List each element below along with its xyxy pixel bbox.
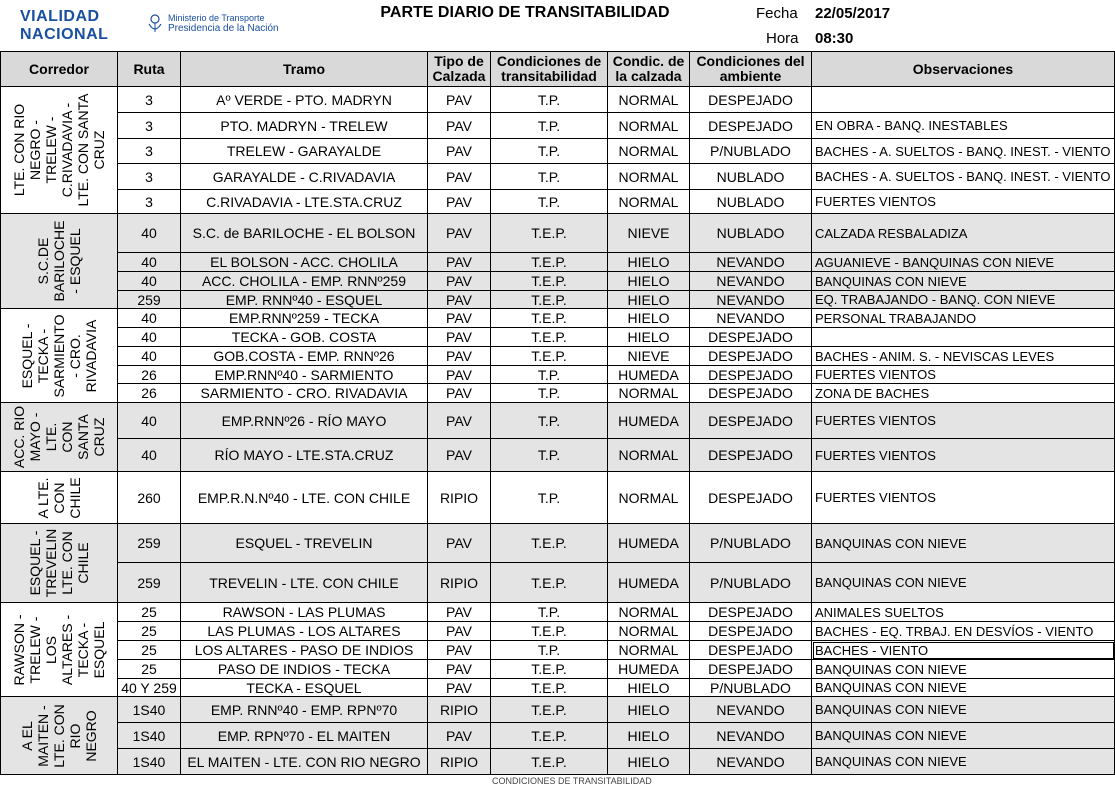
table-body [1,87,1115,775]
observaciones-cell[interactable]: BACHES - EQ. TRBAJ. EN DESVÍOS - VIENTO [812,622,1115,641]
tipo-calzada-cell[interactable]: PAV [428,190,491,214]
condicion-calzada-cell[interactable]: HUMEDA [608,524,690,563]
fecha-label: Fecha [756,5,798,22]
observaciones-cell[interactable]: FUERTES VIENTOS [812,190,1115,214]
col-header-corredor: Corredor [1,52,118,87]
table-row [1,679,1115,697]
condicion-ambiente-cell[interactable]: DESPEJADO [690,328,812,347]
ruta-cell[interactable]: 3 [118,164,181,190]
national-seal-icon [146,12,164,34]
condicion-calzada-cell[interactable]: HUMEDA [608,660,690,679]
table-row [1,87,1115,113]
tipo-calzada-cell[interactable]: PAV [428,87,491,113]
corredor-cell[interactable] [1,603,118,697]
tipo-calzada-cell[interactable]: PAV [428,384,491,403]
corredor-label: ESQUEL - TREVELIN LTE. CON CHILE [26,528,91,598]
ruta-cell[interactable]: 25 [118,641,181,660]
transitabilidad-cell[interactable]: T.P. [491,87,608,113]
vialidad-nacional-logo [20,8,125,44]
observaciones-cell[interactable]: BANQUINAS CON NIEVE [812,697,1115,723]
ruta-cell[interactable]: 259 [118,563,181,603]
tramo-cell[interactable]: EMP. RNNº40 - ESQUEL [181,291,428,309]
transitabilidad-cell[interactable]: T.E.P. [491,309,608,328]
condicion-calzada-cell[interactable]: NORMAL [608,439,690,472]
corredor-cell[interactable] [1,697,118,775]
table-row [1,190,1115,214]
transitabilidad-cell[interactable]: T.P. [491,403,608,439]
transitabilidad-cell[interactable]: T.P. [491,439,608,472]
observaciones-cell[interactable]: ANIMALES SUELTOS [812,603,1115,622]
table-row [1,347,1115,366]
corredor-cell[interactable] [1,309,118,403]
condicion-calzada-cell[interactable]: HIELO [608,697,690,723]
condicion-ambiente-cell[interactable]: P/NUBLADO [690,524,812,563]
condicion-ambiente-cell[interactable]: NUBLADO [690,214,812,253]
col-header-calzada-1: Condic. de [612,53,685,69]
condicion-calzada-cell[interactable]: HIELO [608,723,690,749]
condicion-ambiente-cell[interactable]: DESPEJADO [690,472,812,524]
observaciones-cell[interactable]: EN OBRA - BANQ. INESTABLES [812,113,1115,139]
condicion-calzada-cell[interactable]: NORMAL [608,139,690,164]
corredor-label: ESQUEL - TECKA - SARMIENTO - CRO. RIVADAVIA [18,314,99,397]
tipo-calzada-cell[interactable]: RIPIO [428,697,491,723]
tipo-calzada-cell[interactable]: RIPIO [428,472,491,524]
condicion-ambiente-cell[interactable]: DESPEJADO [690,660,812,679]
transitabilidad-cell[interactable]: T.P. [491,641,608,660]
ruta-cell[interactable]: 260 [118,472,181,524]
table-row [1,328,1115,347]
condicion-ambiente-cell[interactable]: DESPEJADO [690,113,812,139]
condicion-ambiente-cell[interactable]: NUBLADO [690,190,812,214]
condicion-ambiente-cell[interactable]: NEVANDO [690,291,812,309]
condicion-calzada-cell[interactable]: HIELO [608,291,690,309]
corredor-label: A EL MAITEN - LTE. CON RIO NEGRO [18,703,99,768]
condicion-ambiente-cell[interactable]: NEVANDO [690,749,812,775]
col-header-ambiente-1: Condiciones del [696,53,805,69]
transitability-table [0,51,1115,775]
observaciones-cell[interactable]: BACHES - A. SUELTOS - BANQ. INEST. - VIENTO [812,139,1115,164]
col-header-tipo [428,52,491,87]
table-row [1,723,1115,749]
tipo-calzada-cell[interactable]: PAV [428,366,491,384]
tramo-cell[interactable]: RÍO MAYO - LTE.STA.CRUZ [181,439,428,472]
tipo-calzada-cell[interactable]: PAV [428,291,491,309]
observaciones-cell[interactable]: BANQUINAS CON NIEVE [812,524,1115,563]
ruta-cell[interactable]: 3 [118,87,181,113]
table-row [1,309,1115,328]
col-header-tipo-1: Tipo de [434,53,484,69]
tramo-cell[interactable]: C.RIVADAVIA - LTE.STA.CRUZ [181,190,428,214]
transitabilidad-cell[interactable]: T.E.P. [491,272,608,291]
hora-label: Hora [766,30,799,47]
condicion-calzada-cell[interactable]: NORMAL [608,472,690,524]
tramo-cell[interactable]: GOB.COSTA - EMP. RNNº26 [181,347,428,366]
ruta-cell[interactable]: 259 [118,291,181,309]
table-row [1,660,1115,679]
table-row [1,472,1115,524]
tipo-calzada-cell[interactable]: PAV [428,139,491,164]
ruta-cell[interactable]: 25 [118,622,181,641]
tramo-cell[interactable]: RAWSON - LAS PLUMAS [181,603,428,622]
table-row [1,291,1115,309]
table-row [1,439,1115,472]
logo-line-2: NACIONAL [20,26,109,43]
table-row [1,697,1115,723]
observaciones-cell[interactable]: BACHES - ANIM. S. - NEVISCAS LEVES [812,347,1115,366]
transitabilidad-cell[interactable]: T.E.P. [491,723,608,749]
observaciones-cell[interactable]: FUERTES VIENTOS [812,366,1115,384]
corredor-label: S.C.DE BARILOCHE - ESQUEL [34,220,83,302]
condicion-ambiente-cell[interactable]: NEVANDO [690,723,812,749]
observaciones-cell[interactable]: FUERTES VIENTOS [812,403,1115,439]
condicion-calzada-cell[interactable]: NORMAL [608,87,690,113]
table-row [1,563,1115,603]
tramo-cell[interactable]: TECKA - ESQUEL [181,679,428,697]
tramo-cell[interactable]: EMP.RNNº40 - SARMIENTO [181,366,428,384]
condicion-ambiente-cell[interactable]: P/NUBLADO [690,563,812,603]
tipo-calzada-cell[interactable]: PAV [428,641,491,660]
condicion-calzada-cell[interactable]: NORMAL [608,113,690,139]
table-row [1,641,1115,660]
fecha-value: 22/05/2017 [815,5,891,22]
tramo-cell[interactable]: EMP.RNNº259 - TECKA [181,309,428,328]
ministry-line-2: Presidencia de la Nación [168,23,279,34]
ruta-cell[interactable]: 40 [118,253,181,272]
observaciones-cell[interactable]: EQ. TRABAJANDO - BANQ. CON NIEVE [812,291,1115,309]
transitabilidad-cell[interactable]: T.E.P. [491,253,608,272]
condicion-calzada-cell[interactable]: HUMEDA [608,366,690,384]
transitabilidad-cell[interactable]: T.E.P. [491,679,608,697]
tramo-cell[interactable]: EMP.R.N.Nº40 - LTE. CON CHILE [181,472,428,524]
table-row [1,749,1115,775]
corredor-cell[interactable] [1,214,118,309]
tipo-calzada-cell[interactable]: PAV [428,622,491,641]
ruta-cell[interactable]: 1S40 [118,723,181,749]
tramo-cell[interactable]: EL MAITEN - LTE. CON RIO NEGRO [181,749,428,775]
column-header-row [1,52,1115,87]
observaciones-cell[interactable]: ZONA DE BACHES [812,384,1115,403]
condicion-ambiente-cell[interactable]: P/NUBLADO [690,679,812,697]
transitabilidad-cell[interactable]: T.E.P. [491,660,608,679]
observaciones-cell[interactable]: BANQUINAS CON NIEVE [812,660,1115,679]
tramo-cell[interactable]: LAS PLUMAS - LOS ALTARES [181,622,428,641]
tipo-calzada-cell[interactable]: PAV [428,403,491,439]
table-row [1,524,1115,563]
footer-note: CONDICIONES DE TRANSITABILIDAD [492,776,652,786]
tramo-cell[interactable]: Aº VERDE - PTO. MADRYN [181,87,428,113]
tipo-calzada-cell[interactable]: PAV [428,164,491,190]
logo-line-1: VIALIDAD [20,8,100,25]
ruta-cell[interactable]: 40 [118,439,181,472]
condicion-calzada-cell[interactable]: HIELO [608,309,690,328]
condicion-ambiente-cell[interactable]: DESPEJADO [690,366,812,384]
tramo-cell[interactable]: PASO DE INDIOS - TECKA [181,660,428,679]
transitabilidad-cell[interactable]: T.E.P. [491,563,608,603]
condicion-ambiente-cell[interactable]: DESPEJADO [690,439,812,472]
col-header-ambiente-2: ambiente [719,68,782,84]
condicion-calzada-cell[interactable]: NIEVE [608,214,690,253]
corredor-label: A LTE. CON CHILE [34,476,83,519]
observaciones-cell[interactable]: CALZADA RESBALADIZA [812,214,1115,253]
observaciones-cell[interactable]: FUERTES VIENTOS [812,472,1115,524]
tramo-cell[interactable]: LOS ALTARES - PASO DE INDIOS [181,641,428,660]
tramo-cell[interactable]: EMP.RNNº26 - RÍO MAYO [181,403,428,439]
transitabilidad-cell[interactable]: T.E.P. [491,697,608,723]
condicion-ambiente-cell[interactable]: DESPEJADO [690,603,812,622]
transitabilidad-cell[interactable]: T.E.P. [491,749,608,775]
transitabilidad-cell[interactable]: T.P. [491,472,608,524]
corredor-cell[interactable] [1,524,118,603]
tramo-cell[interactable]: PTO. MADRYN - TRELEW [181,113,428,139]
tramo-cell[interactable]: TRELEW - GARAYALDE [181,139,428,164]
observaciones-cell[interactable]: BACHES - VIENTO [812,641,1115,660]
corredor-label: LTE. CON RIO NEGRO - TRELEW - C.RIVADAVIA - LTE. CON SANTA CRUZ [10,93,107,207]
table-row [1,403,1115,439]
tramo-cell[interactable]: EL BOLSON - ACC. CHOLILA [181,253,428,272]
tipo-calzada-cell[interactable]: PAV [428,113,491,139]
transitabilidad-cell[interactable]: T.E.P. [491,214,608,253]
condicion-ambiente-cell[interactable]: DESPEJADO [690,384,812,403]
condicion-calzada-cell[interactable]: NORMAL [608,622,690,641]
condicion-ambiente-cell[interactable]: DESPEJADO [690,641,812,660]
page-title: PARTE DIARIO DE TRANSITABILIDAD [380,4,670,21]
condicion-ambiente-cell[interactable]: DESPEJADO [690,347,812,366]
condicion-calzada-cell[interactable]: HIELO [608,272,690,291]
ruta-cell[interactable]: 259 [118,524,181,563]
tramo-cell[interactable]: TECKA - GOB. COSTA [181,328,428,347]
condicion-ambiente-cell[interactable]: NUBLADO [690,164,812,190]
transitabilidad-cell[interactable]: T.P. [491,366,608,384]
observaciones-cell[interactable]: BANQUINAS CON NIEVE [812,723,1115,749]
ruta-cell[interactable]: 40 [118,403,181,439]
ruta-cell[interactable]: 40 [118,328,181,347]
transitabilidad-cell[interactable]: T.P. [491,603,608,622]
transitabilidad-cell[interactable]: T.E.P. [491,524,608,563]
col-header-tipo-2: Calzada [432,68,486,84]
observaciones-cell[interactable] [812,328,1115,347]
ruta-cell[interactable]: 3 [118,139,181,164]
tramo-cell[interactable]: S.C. de BARILOCHE - EL BOLSON [181,214,428,253]
col-header-ruta: Ruta [118,52,181,87]
condicion-ambiente-cell[interactable]: DESPEJADO [690,87,812,113]
col-header-calzada [608,52,690,87]
tipo-calzada-cell[interactable]: RIPIO [428,563,491,603]
observaciones-cell[interactable]: FUERTES VIENTOS [812,439,1115,472]
ruta-cell[interactable]: 26 [118,384,181,403]
transitabilidad-cell[interactable]: T.E.P. [491,291,608,309]
condicion-calzada-cell[interactable]: NORMAL [608,190,690,214]
tramo-cell[interactable]: EMP. RNNº40 - EMP. RPNº70 [181,697,428,723]
observaciones-cell[interactable]: BANQUINAS CON NIEVE [812,749,1115,775]
table-row [1,139,1115,164]
ruta-cell[interactable]: 25 [118,603,181,622]
tipo-calzada-cell[interactable]: PAV [428,214,491,253]
ruta-cell[interactable]: 3 [118,190,181,214]
condicion-calzada-cell[interactable]: HIELO [608,328,690,347]
tipo-calzada-cell[interactable]: PAV [428,272,491,291]
col-header-transitabilidad [491,52,608,87]
ruta-cell[interactable]: 1S40 [118,697,181,723]
condicion-calzada-cell[interactable]: HIELO [608,679,690,697]
transitabilidad-cell[interactable]: T.E.P. [491,622,608,641]
condicion-ambiente-cell[interactable]: P/NUBLADO [690,139,812,164]
tramo-cell[interactable]: ACC. CHOLILA - EMP. RNNº259 [181,272,428,291]
condicion-calzada-cell[interactable]: HUMEDA [608,403,690,439]
condicion-calzada-cell[interactable]: NORMAL [608,641,690,660]
tramo-cell[interactable]: ESQUEL - TREVELIN [181,524,428,563]
ruta-cell[interactable]: 40 [118,214,181,253]
ministry-logo [168,13,279,34]
table-row [1,366,1115,384]
transitabilidad-cell[interactable]: T.P. [491,113,608,139]
ruta-cell[interactable]: 26 [118,366,181,384]
ruta-cell[interactable]: 25 [118,660,181,679]
tipo-calzada-cell[interactable]: PAV [428,309,491,328]
condicion-ambiente-cell[interactable]: NEVANDO [690,272,812,291]
ministry-line-1: Ministerio de Transporte [168,13,265,23]
condicion-ambiente-cell[interactable]: DESPEJADO [690,622,812,641]
ruta-cell[interactable]: 40 Y 259 [118,679,181,697]
transitabilidad-cell[interactable]: T.P. [491,190,608,214]
transitabilidad-cell[interactable]: T.P. [491,384,608,403]
observaciones-cell[interactable]: BANQUINAS CON NIEVE [812,563,1115,603]
corredor-label: ACC. RIO MAYO - LTE. CON SANTA CRUZ [10,405,107,469]
corredor-cell[interactable] [1,87,118,214]
ruta-cell[interactable]: 40 [118,272,181,291]
col-header-transitabilidad-2: transitabilidad [501,68,597,84]
observaciones-cell[interactable] [812,87,1115,113]
tipo-calzada-cell[interactable]: PAV [428,439,491,472]
tipo-calzada-cell[interactable]: PAV [428,347,491,366]
tramo-cell[interactable]: GARAYALDE - C.RIVADAVIA [181,164,428,190]
condicion-calzada-cell[interactable]: NORMAL [608,164,690,190]
observaciones-cell[interactable]: BACHES - A. SUELTOS - BANQ. INEST. - VIENTO [812,164,1115,190]
corredor-cell[interactable] [1,472,118,524]
tipo-calzada-cell[interactable]: PAV [428,723,491,749]
col-header-transitabilidad-1: Condiciones de [496,53,602,69]
condicion-calzada-cell[interactable]: NIEVE [608,347,690,366]
condicion-calzada-cell[interactable]: HIELO [608,253,690,272]
col-header-tramo: Tramo [181,52,428,87]
tipo-calzada-cell[interactable]: PAV [428,328,491,347]
col-header-observaciones: Observaciones [812,52,1115,87]
ruta-cell[interactable]: 1S40 [118,749,181,775]
ruta-cell[interactable]: 40 [118,347,181,366]
table-row [1,384,1115,403]
table-row [1,214,1115,253]
table-row [1,113,1115,139]
hora-value: 08:30 [815,30,854,47]
condicion-ambiente-cell[interactable]: NEVANDO [690,309,812,328]
observaciones-cell[interactable]: BANQUINAS CON NIEVE [812,679,1115,697]
condicion-ambiente-cell[interactable]: NEVANDO [690,253,812,272]
transitabilidad-cell[interactable]: T.E.P. [491,328,608,347]
tipo-calzada-cell[interactable]: PAV [428,253,491,272]
corredor-label: RAWSON - TRELEW - LOS ALTARES - TECKA - ESQUEL [10,613,107,686]
transitabilidad-cell[interactable]: T.P. [491,164,608,190]
tipo-calzada-cell[interactable]: PAV [428,603,491,622]
tipo-calzada-cell[interactable]: PAV [428,660,491,679]
condicion-calzada-cell[interactable]: NORMAL [608,603,690,622]
condicion-calzada-cell[interactable]: HUMEDA [608,563,690,603]
ruta-cell[interactable]: 40 [118,309,181,328]
condicion-ambiente-cell[interactable]: DESPEJADO [690,403,812,439]
condicion-calzada-cell[interactable]: HIELO [608,749,690,775]
ruta-cell[interactable]: 3 [118,113,181,139]
tramo-cell[interactable]: SARMIENTO - CRO. RIVADAVIA [181,384,428,403]
table-row [1,272,1115,291]
condicion-ambiente-cell[interactable]: NEVANDO [690,697,812,723]
observaciones-cell[interactable]: AGUANIEVE - BANQUINAS CON NIEVE [812,253,1115,272]
observaciones-cell[interactable]: PERSONAL TRABAJANDO [812,309,1115,328]
condicion-calzada-cell[interactable]: NORMAL [608,384,690,403]
col-header-calzada-2: la calzada [615,68,682,84]
transitabilidad-cell[interactable]: T.E.P. [491,347,608,366]
table-row [1,253,1115,272]
observaciones-cell[interactable]: BANQUINAS CON NIEVE [812,272,1115,291]
table-row [1,164,1115,190]
tipo-calzada-cell[interactable]: PAV [428,679,491,697]
table-row [1,622,1115,641]
tramo-cell[interactable]: EMP. RPNº70 - EL MAITEN [181,723,428,749]
tipo-calzada-cell[interactable]: PAV [428,524,491,563]
transitabilidad-cell[interactable]: T.P. [491,139,608,164]
corredor-cell[interactable] [1,403,118,472]
tramo-cell[interactable]: TREVELIN - LTE. CON CHILE [181,563,428,603]
tipo-calzada-cell[interactable]: RIPIO [428,749,491,775]
table-row [1,603,1115,622]
col-header-ambiente [690,52,812,87]
